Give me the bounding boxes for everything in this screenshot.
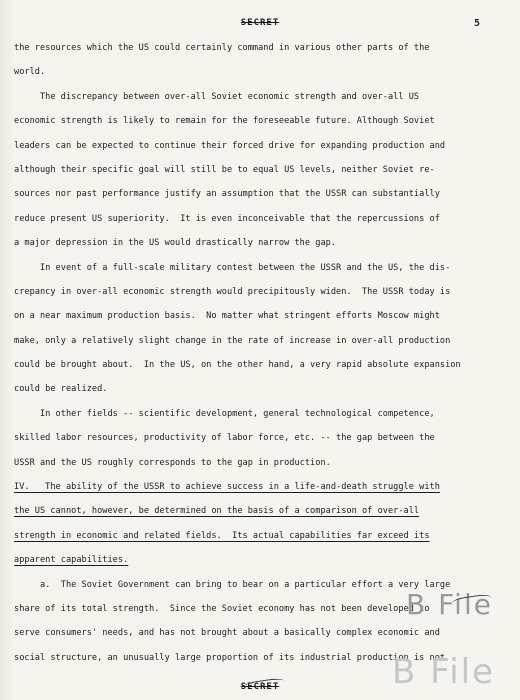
text-line: a major depression in the US would drastically narrow the gap.: [14, 238, 337, 249]
page-number: 5: [473, 18, 480, 29]
file-stamp-faded: B File: [392, 652, 496, 692]
text-line: strength in economic and related fields. Its actual capabilities far exceed its: [14, 530, 430, 541]
text-line: The discrepancy between over-all Soviet economic strength and over-all US: [14, 91, 420, 102]
text-line: apparent capabilities.: [14, 555, 129, 566]
text-line: social structure, an unusually large proportion of its industrial production is not: [14, 652, 446, 663]
classification-header: SECRET: [240, 18, 280, 28]
text-line: In other fields -- scientific development, general technological competence,: [14, 408, 435, 419]
text-line: economic strength is likely to remain for the foreseeable future. Although Soviet: [14, 116, 435, 127]
text-line: the US cannot, however, be determined on the basis of a comparison of over-all: [14, 506, 420, 517]
text-line: USSR and the US roughly corresponds to the gap in production.: [14, 457, 331, 468]
text-line: could be brought about. In the US, on the other hand, a very rapid absolute expansion: [14, 360, 461, 371]
text-line: serve consumers' needs, and has not brought about a basically complex economic and: [14, 628, 440, 639]
text-line: crepancy in over-all economic strength would precipitously widen. The USSR today is: [14, 286, 451, 297]
text-line: on a near maximum production basis. No matter what stringent efforts Moscow might: [14, 311, 440, 322]
text-line: sources nor past performance justify an assumption that the USSR can substantially: [14, 189, 440, 200]
text-line: leaders can be expected to continue their forced drive for expanding production and: [14, 140, 446, 151]
text-line: although their specific goal will still be to equal US levels, neither Soviet re-: [14, 164, 435, 175]
text-line: a. The Soviet Government can bring to bear on a particular effort a very large: [14, 579, 451, 590]
text-line: could be realized.: [14, 384, 108, 395]
text-line: reduce present US superiority. It is even inconceivable that the repercussions of: [14, 213, 440, 224]
text-line: IV. The ability of the USSR to achieve success in a life-and-death struggle with: [14, 482, 440, 493]
document-body: [14, 36, 510, 670]
text-line: world.: [14, 67, 46, 78]
classification-footer: SECRET: [240, 682, 280, 692]
file-stamp: B File: [406, 588, 493, 621]
text-line: share of its total strength. Since the Soviet economy has not been developed to: [14, 603, 430, 614]
text-line: In event of a full-scale military contest between the USSR and the US, the dis-: [14, 262, 451, 273]
text-line: skilled labor resources, productivity of labor force, etc. -- the gap between the: [14, 433, 435, 444]
text-line: the resources which the US could certainly command in various other parts of the: [14, 43, 430, 53]
text-line: make, only a relatively slight change in the rate of increase in over-all production: [14, 335, 451, 346]
